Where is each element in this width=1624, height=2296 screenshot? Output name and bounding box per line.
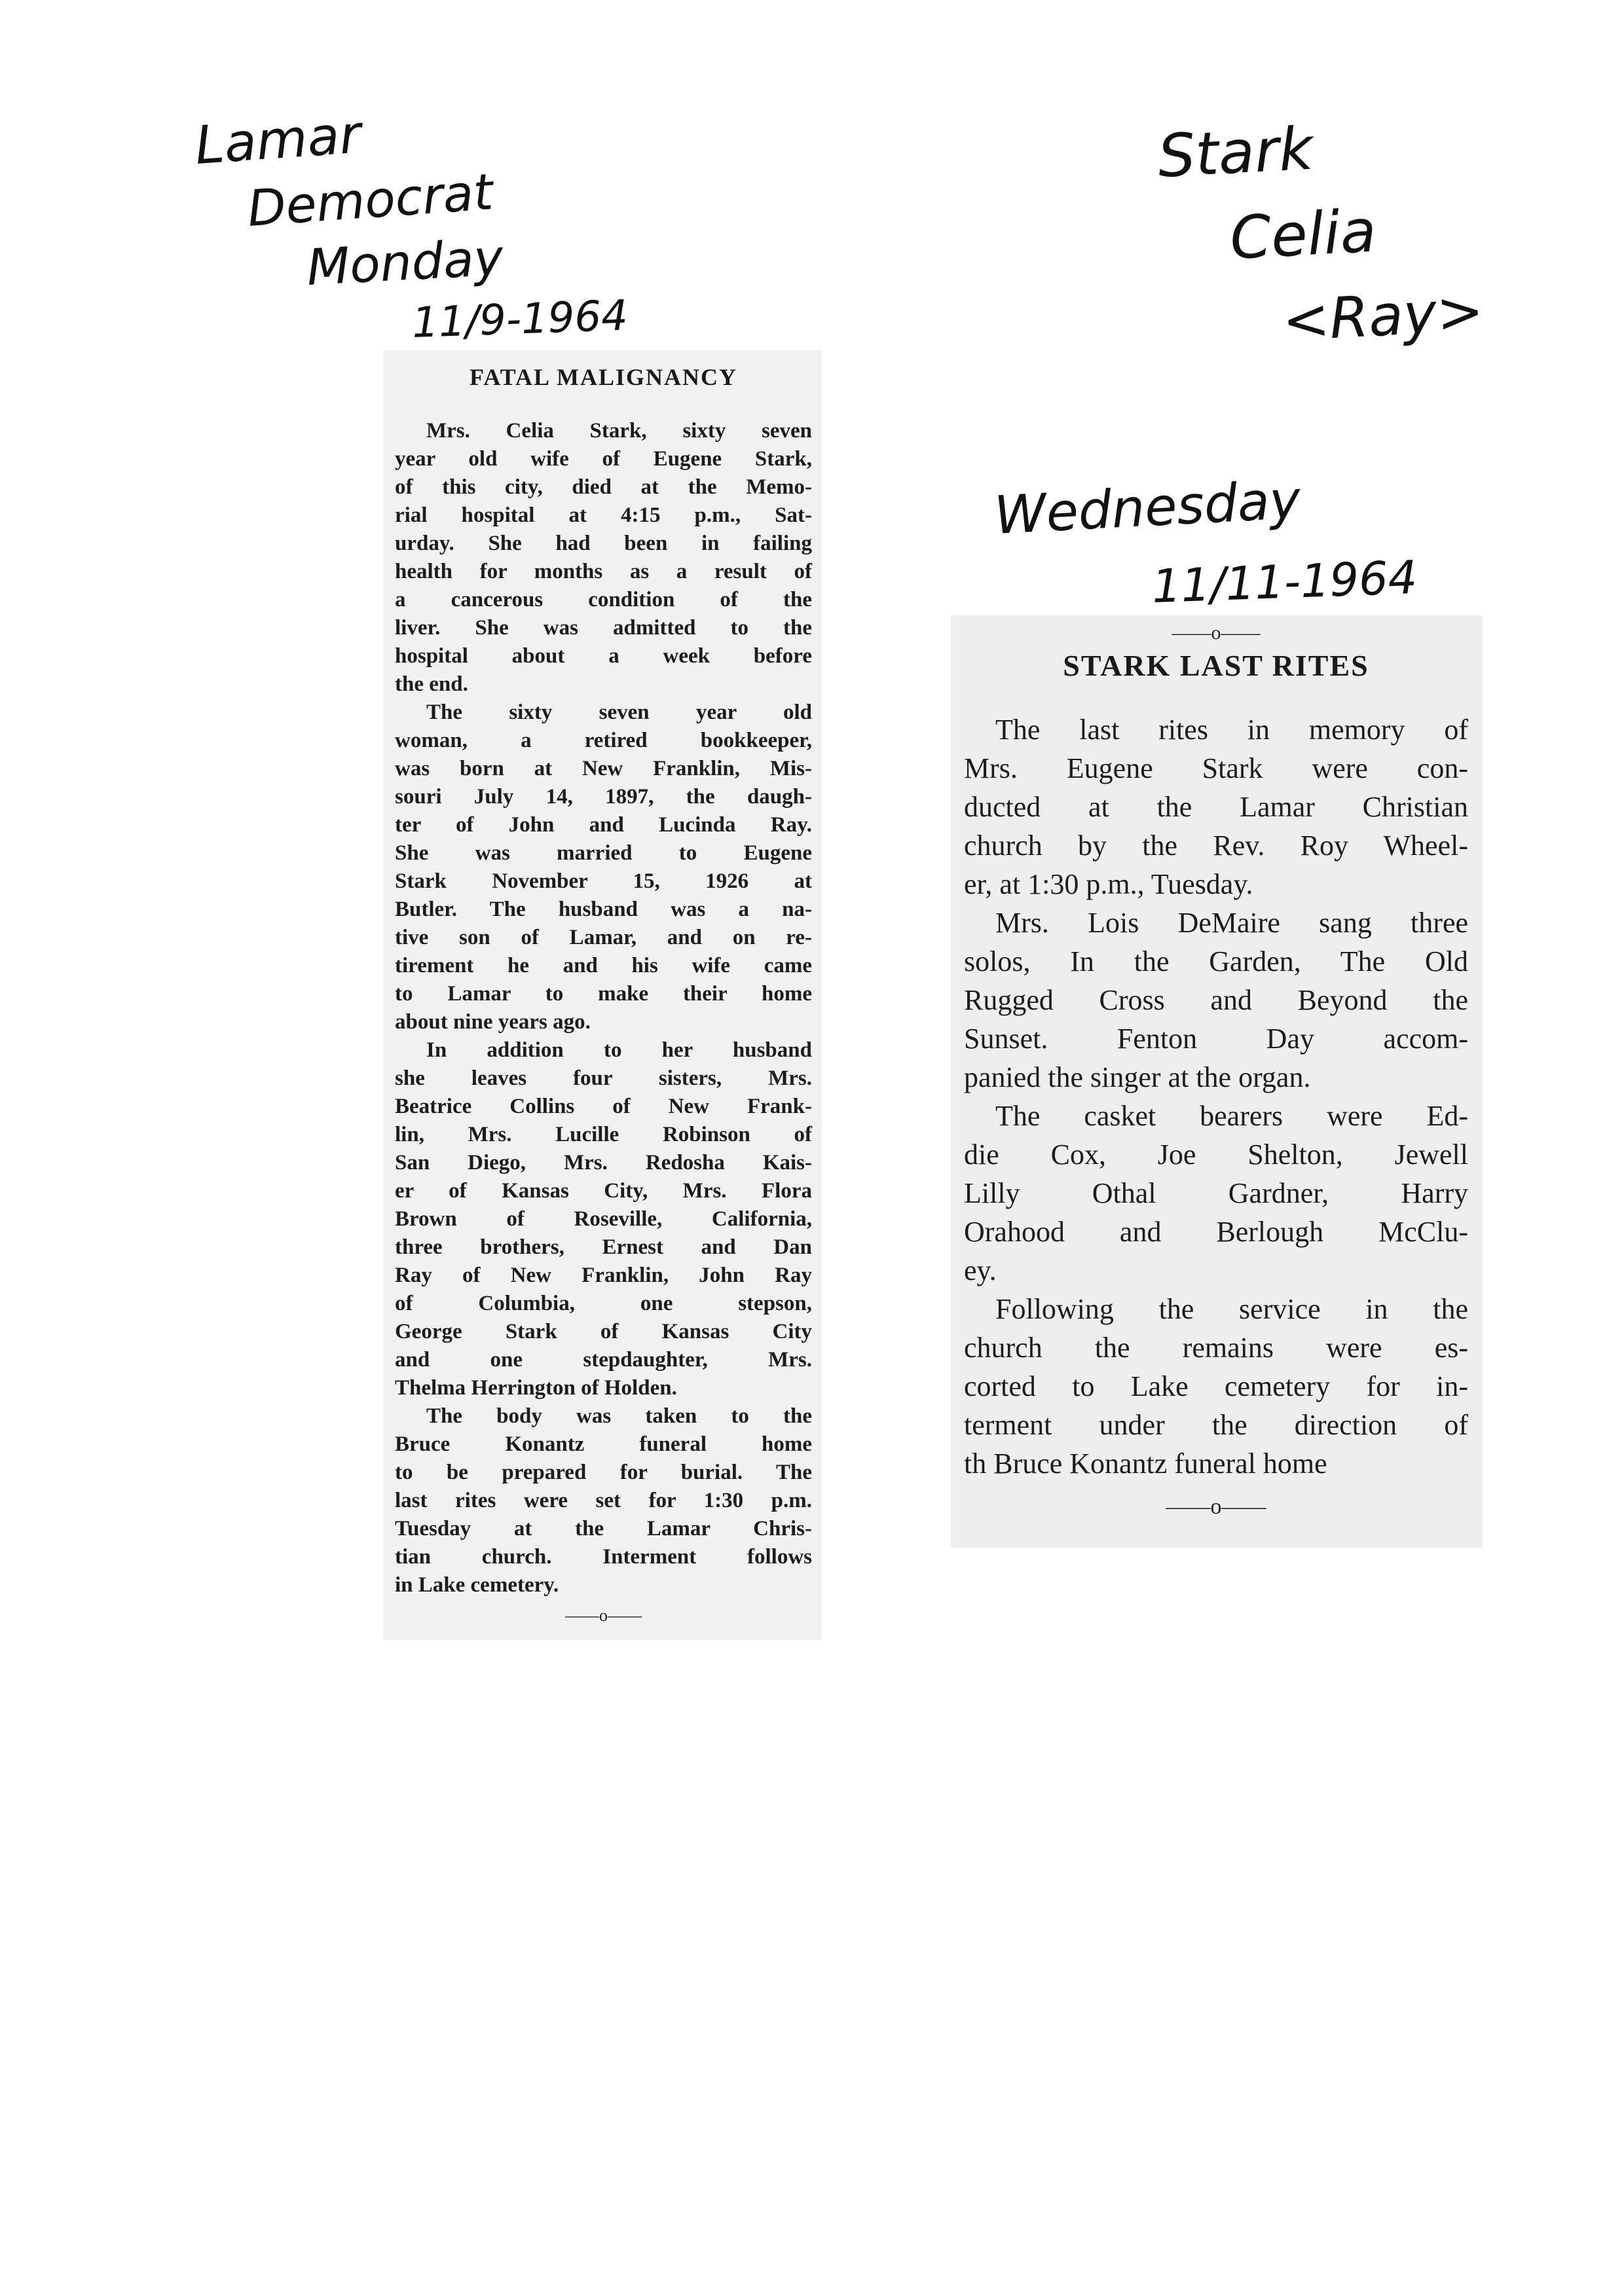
handwritten-name-note <box>1156 115 1485 354</box>
text-line: she leaves four sisters, Mrs. <box>395 1066 812 1090</box>
text-line: last rites were set for 1:30 p.m. <box>395 1489 812 1512</box>
clipping-headline: FATAL MALIGNANCY <box>470 364 737 390</box>
paragraph <box>964 1290 1468 1483</box>
paragraph <box>395 1036 812 1402</box>
text-line: souri July 14, 1897, the daugh- <box>395 785 812 809</box>
text-line: Lilly Othal Gardner, Harry <box>964 1177 1468 1209</box>
text-line: Ray of New Franklin, John Ray <box>395 1264 812 1287</box>
hand-line: Lamar <box>193 103 363 176</box>
text-line: woman, a retired bookkeeper, <box>395 729 812 752</box>
text-line: to be prepared for burial. The <box>395 1461 812 1484</box>
text-line: church by the Rev. Roy Wheel- <box>964 829 1468 862</box>
text-line: She was married to Eugene <box>395 841 812 865</box>
text-line: Brown of Roseville, California, <box>395 1207 812 1231</box>
text-line: corted to Lake cemetery for in- <box>964 1370 1468 1402</box>
text-line: ducted at the Lamar Christian <box>964 791 1468 823</box>
paragraph <box>395 1402 812 1599</box>
clipping-body <box>395 417 812 1599</box>
text-line: Sunset. Fenton Day accom- <box>964 1023 1468 1055</box>
text-line: ey. <box>964 1254 997 1286</box>
paragraph <box>964 710 1468 903</box>
text-line: Orahood and Berlough McClu- <box>964 1216 1468 1248</box>
handwritten-date-note <box>993 469 1418 613</box>
text-line: a cancerous condition of the <box>395 588 812 611</box>
hand-line: Democrat <box>246 162 495 238</box>
text-line: The body was taken to the <box>426 1404 812 1428</box>
handwritten-source-note <box>193 103 629 348</box>
text-line: hospital about a week before <box>395 644 812 668</box>
text-line: tive son of Lamar, and on re- <box>395 926 812 949</box>
hand-line: 11/11-1964 <box>1151 550 1418 613</box>
text-line: to Lamar to make their home <box>395 982 812 1006</box>
text-line: liver. She was admitted to the <box>395 616 812 640</box>
hand-line: Wednesday <box>993 469 1302 546</box>
clipping-headline: STARK LAST RITES <box>1063 649 1369 682</box>
text-line: ter of John and Lucinda Ray. <box>395 813 812 837</box>
text-line: George Stark of Kansas City <box>395 1320 812 1343</box>
text-line: lin, Mrs. Lucille Robinson of <box>395 1123 812 1146</box>
text-line: solos, In the Garden, The Old <box>964 945 1468 977</box>
text-line: er, at 1:30 p.m., Tuesday. <box>964 868 1253 900</box>
text-line: tirement he and his wife came <box>395 954 812 977</box>
text-line: San Diego, Mrs. Redosha Kais- <box>395 1151 812 1175</box>
paragraph <box>395 699 812 1036</box>
text-line: church the remains were es- <box>964 1332 1468 1364</box>
text-line: Mrs. Lois DeMaire sang three <box>995 907 1468 939</box>
text-line: and one stepdaughter, Mrs. <box>395 1348 812 1372</box>
text-line: of Columbia, one stepson, <box>395 1292 812 1315</box>
text-line: die Cox, Joe Shelton, Jewell <box>964 1139 1468 1171</box>
text-line: Beatrice Collins of New Frank- <box>395 1095 812 1118</box>
separator-rule: ——o—— <box>565 1606 642 1625</box>
text-line: year old wife of Eugene Stark, <box>395 447 812 471</box>
text-line: Mrs. Eugene Stark were con- <box>964 752 1468 784</box>
text-line: in Lake cemetery. <box>395 1573 559 1597</box>
text-line: Following the service in the <box>995 1293 1468 1325</box>
text-line: In addition to her husband <box>426 1038 812 1062</box>
hand-line: Celia <box>1228 196 1378 273</box>
hand-line: Stark <box>1156 114 1315 191</box>
text-line: panied the singer at the organ. <box>964 1061 1311 1093</box>
paragraph <box>395 417 812 699</box>
text-line: Thelma Herrington of Holden. <box>395 1376 677 1400</box>
text-line: rial hospital at 4:15 p.m., Sat- <box>395 503 812 527</box>
text-line: The sixty seven year old <box>426 701 812 724</box>
obituary-clipping-fatal-malignancy <box>383 350 822 1640</box>
text-line: about nine years ago. <box>395 1010 591 1034</box>
text-line: health for months as a result of <box>395 560 812 583</box>
hand-line: Monday <box>305 228 505 297</box>
paragraph <box>964 903 1468 1097</box>
text-line: Tuesday at the Lamar Chris- <box>395 1517 812 1540</box>
text-line: Rugged Cross and Beyond the <box>964 984 1468 1016</box>
text-line: the end. <box>395 672 468 696</box>
text-line: Bruce Konantz funeral home <box>395 1432 812 1456</box>
text-line: of this city, died at the Memo- <box>395 475 812 499</box>
paragraph <box>964 1097 1468 1290</box>
text-line: Mrs. Celia Stark, sixty seven <box>426 419 812 443</box>
text-line: The last rites in memory of <box>995 714 1468 746</box>
hand-line: 11/9-1964 <box>411 291 629 348</box>
obituary-clipping-stark-last-rites <box>951 615 1483 1548</box>
clipping-body <box>964 710 1468 1483</box>
text-line: th Bruce Konantz funeral home <box>964 1448 1327 1480</box>
text-line: was born at New Franklin, Mis- <box>395 757 812 780</box>
text-line: urday. She had been in failing <box>395 532 812 555</box>
text-line: tian church. Interment follows <box>395 1545 812 1569</box>
text-line: Butler. The husband was a na- <box>395 898 812 921</box>
separator-rule: ——o—— <box>1166 1495 1266 1519</box>
text-line: The casket bearers were Ed- <box>995 1100 1468 1132</box>
text-line: terment under the direction of <box>964 1409 1468 1441</box>
hand-line: <Ray> <box>1280 278 1486 354</box>
text-line: Stark November 15, 1926 at <box>395 869 812 893</box>
text-line: three brothers, Ernest and Dan <box>395 1235 812 1259</box>
text-line: er of Kansas City, Mrs. Flora <box>395 1179 812 1203</box>
separator-rule: ——o—— <box>1172 622 1261 644</box>
